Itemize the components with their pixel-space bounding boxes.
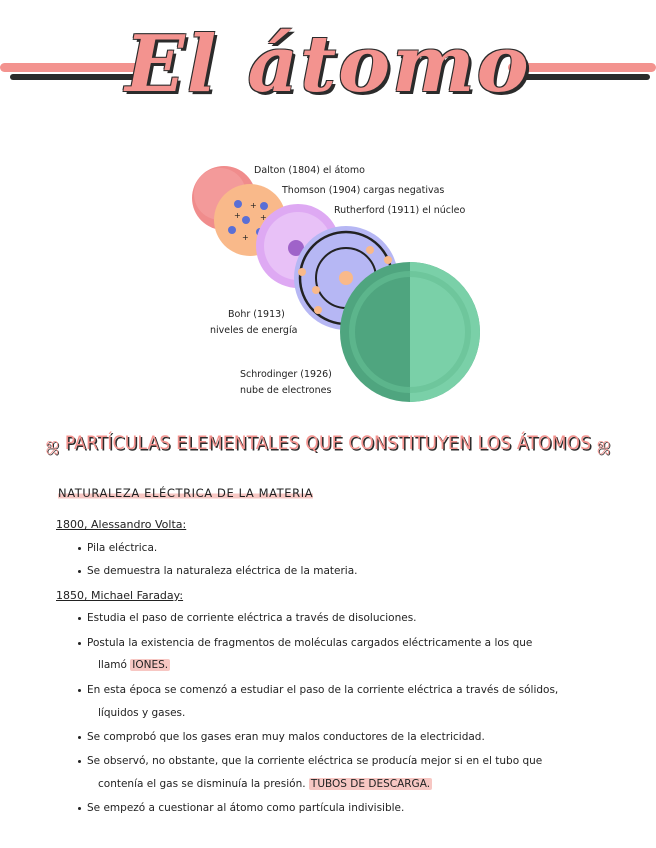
faraday-item: Se observó, no obstante, que la corriente eléctrica se producía mejor si en el tubo que <box>78 754 542 768</box>
svg-text:+: + <box>234 211 241 220</box>
label-rutherford: Rutherford (1911) el núcleo <box>334 205 466 216</box>
label-dalton: Dalton (1804) el átomo <box>254 165 365 176</box>
faraday-item: Se comprobó que los gases eran muy malos conductores de la electricidad. <box>78 730 485 744</box>
subheading: NATURALEZA ELÉCTRICA DE LA MATERIA <box>58 486 314 500</box>
label-bohr: Bohr (1913) <box>228 309 285 320</box>
label-thomson: Thomson (1904) cargas negativas <box>282 185 445 196</box>
highlight-iones: IONES. <box>132 659 169 671</box>
page-title: El átomo <box>125 19 531 110</box>
svg-text:+: + <box>260 213 267 222</box>
faraday-item-cont: líquidos y gases. <box>98 707 186 719</box>
swirl-left-icon: ஜ <box>45 434 60 453</box>
faraday-item: Estudia el paso de corriente eléctrica a través de disoluciones. <box>78 611 417 625</box>
faraday-item: Postula la existencia de fragmentos de moléculas cargados eléctricamente a los que <box>78 636 532 650</box>
faraday-item: En esta época se comenzó a estudiar el paso de la corriente eléctrica a través de sólidos, <box>78 683 558 697</box>
volta-item: Se demuestra la naturaleza eléctrica de la materia. <box>78 564 357 578</box>
svg-text:+: + <box>242 233 249 242</box>
swirl-right-icon: ஜ <box>596 434 611 453</box>
label-bohr-sub: niveles de energía <box>210 325 298 336</box>
svg-text:+: + <box>250 201 257 210</box>
section-title: ஜ PARTÍCULAS ELEMENTALES QUE CONSTITUYEN LOS ÁTOMOS ஜ <box>45 432 611 454</box>
faraday-item-cont: contenía el gas se disminuía la presión. TUBOS DE DESCARGA. <box>98 778 431 790</box>
highlight-tubos: TUBOS DE DESCARGA. <box>310 778 431 790</box>
faraday-item: Se empezó a cuestionar al átomo como partícula indivisible. <box>78 801 404 815</box>
faraday-heading: 1850, Michael Faraday: <box>56 589 184 602</box>
volta-item: Pila eléctrica. <box>78 541 157 555</box>
label-schrodinger-sub: nube de electrones <box>240 385 332 396</box>
faraday-item-cont: llamó IONES. <box>98 659 169 671</box>
volta-heading: 1800, Alessandro Volta: <box>56 518 187 531</box>
label-schrodinger: Schrodinger (1926) <box>240 369 332 380</box>
